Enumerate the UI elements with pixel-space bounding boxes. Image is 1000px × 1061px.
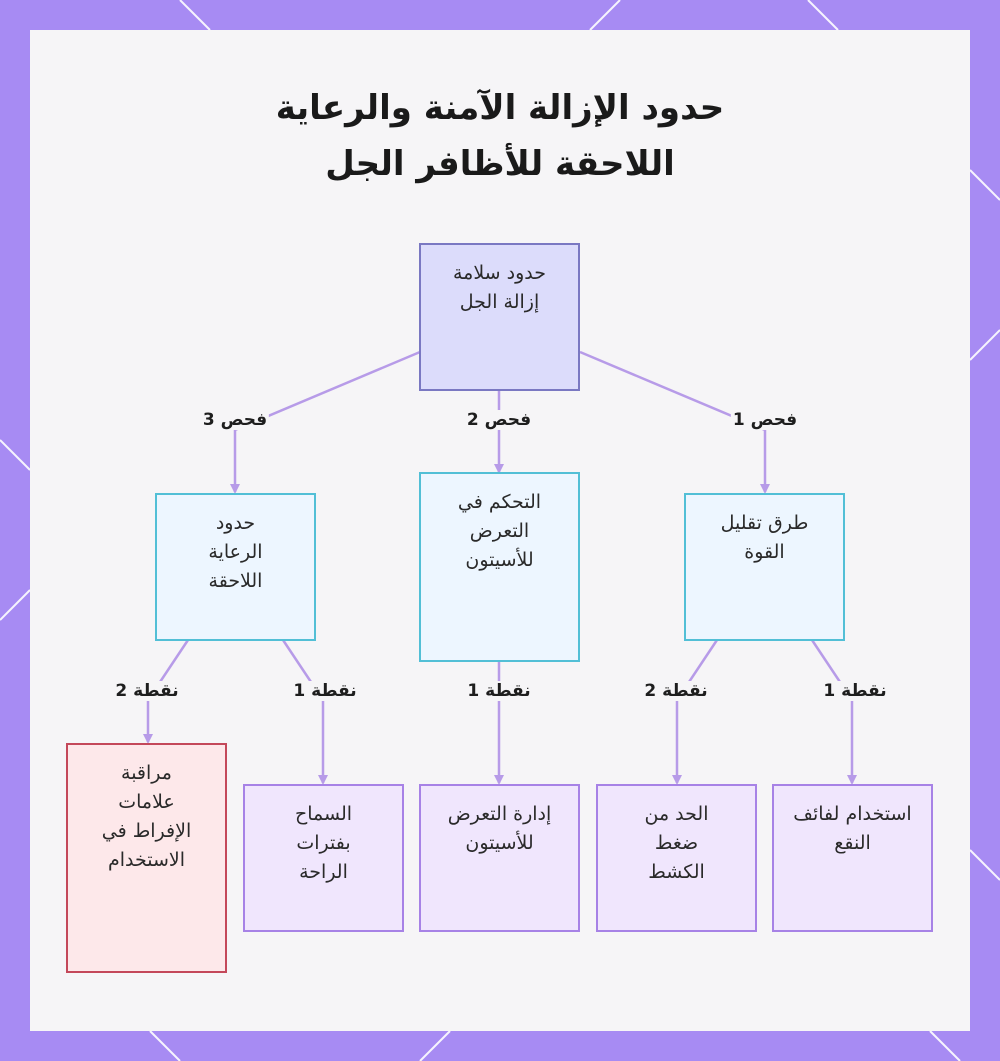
- title-line-2: اللاحقة للأظافر الجل: [325, 144, 675, 184]
- node-manage-acetone: إدارة التعرض للأسيتون: [419, 784, 580, 932]
- edge-force-scrape: [677, 640, 717, 783]
- edge-label-force-point-2: نقطة 2: [644, 681, 708, 701]
- node-acetone-control: التحكم في التعرض للأسيتون: [419, 472, 580, 662]
- title-line-1: حدود الإزالة الآمنة والرعاية: [275, 88, 725, 128]
- node-gel-removal-safety: حدود سلامة إزالة الجل: [419, 243, 580, 391]
- edge-label-force-point-1: نقطة 1: [823, 681, 887, 701]
- node-soak-wraps: استخدام لفائف النقع: [772, 784, 933, 932]
- node-rest-periods: السماح بفترات الراحة: [243, 784, 404, 932]
- edge-label-check-3: فحص 3: [202, 410, 268, 430]
- edge-force-soak: [812, 640, 852, 783]
- edge-label-check-1: فحص 1: [732, 410, 798, 430]
- node-force-reduction: طرق تقليل القوة: [684, 493, 845, 641]
- edge-care-rest: [283, 640, 323, 783]
- edge-label-acetone-point-1: نقطة 1: [467, 681, 531, 701]
- node-monitor-overuse: مراقبة علامات الإفراط في الاستخدام: [66, 743, 227, 973]
- node-limit-scraping: الحد من ضغط الكشط: [596, 784, 757, 932]
- node-aftercare-limits: حدود الرعاية اللاحقة: [155, 493, 316, 641]
- edge-label-check-2: فحص 2: [466, 410, 532, 430]
- edge-label-care-point-2: نقطة 2: [115, 681, 179, 701]
- edge-label-care-point-1: نقطة 1: [293, 681, 357, 701]
